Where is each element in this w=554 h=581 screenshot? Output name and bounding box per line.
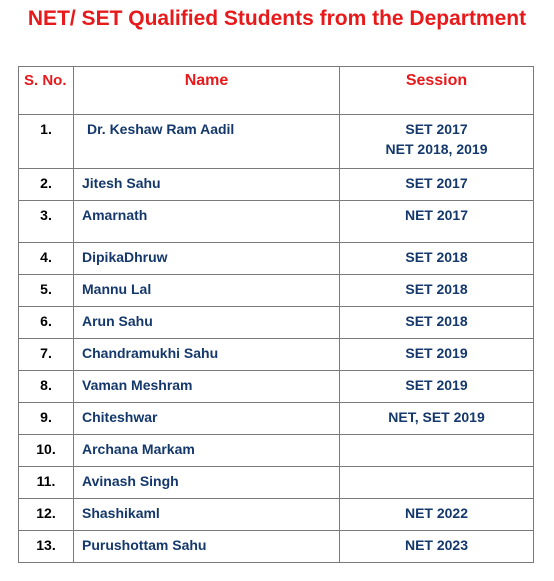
session-text: SET 2019: [405, 345, 468, 361]
student-name: Chiteshwar: [74, 403, 340, 435]
student-name: Vaman Meshram: [74, 371, 340, 403]
session-cell: [340, 339, 534, 371]
session-text: SET 2019: [405, 377, 468, 393]
session-cell: [340, 115, 534, 169]
row-serial-number: 13.: [19, 531, 74, 563]
column-header-sno: S. No.: [19, 67, 74, 115]
row-serial-number: 8.: [19, 371, 74, 403]
session-text: SET 2018: [405, 281, 468, 297]
row-serial-number: 10.: [19, 435, 74, 467]
student-name: Jitesh Sahu: [74, 169, 340, 201]
column-header-name: Name: [74, 67, 340, 115]
session-cell: [340, 243, 534, 275]
row-serial-number: 3.: [19, 201, 74, 243]
session-text: SET 2018: [405, 249, 468, 265]
student-name: Amarnath: [74, 201, 340, 243]
session-cell: [340, 275, 534, 307]
student-name: Shashikaml: [74, 499, 340, 531]
table-row: [19, 499, 534, 531]
student-name: Dr. Keshaw Ram Aadil: [74, 115, 340, 169]
table-row: [19, 531, 534, 563]
student-name: Mannu Lal: [74, 275, 340, 307]
session-text: SET 2017: [405, 175, 468, 191]
table-header-row: [19, 67, 534, 115]
row-serial-number: 6.: [19, 307, 74, 339]
session-cell: [340, 531, 534, 563]
column-header-session: Session: [340, 67, 534, 115]
student-name: Chandramukhi Sahu: [74, 339, 340, 371]
table-row: [19, 169, 534, 201]
session-text: NET 2017: [404, 207, 469, 223]
session-text: SET 2017: [405, 121, 468, 137]
session-cell: [340, 467, 534, 499]
table-row: [19, 115, 534, 169]
row-serial-number: 4.: [19, 243, 74, 275]
row-serial-number: 1.: [19, 115, 74, 169]
row-serial-number: 9.: [19, 403, 74, 435]
student-name: Arun Sahu: [74, 307, 340, 339]
table-row: [19, 371, 534, 403]
student-name: Archana Markam: [74, 435, 340, 467]
table-row: [19, 243, 534, 275]
page-title: NET/ SET Qualified Students from the Department: [27, 7, 527, 30]
session-cell: [340, 169, 534, 201]
row-serial-number: 12.: [19, 499, 74, 531]
session-text: NET, SET 2019: [388, 409, 485, 425]
row-serial-number: 11.: [19, 467, 74, 499]
table-row: [19, 403, 534, 435]
row-serial-number: 7.: [19, 339, 74, 371]
session-text: NET 2022: [404, 505, 469, 521]
table-row: [19, 307, 534, 339]
session-cell: [340, 371, 534, 403]
student-name: DipikaDhruw: [74, 243, 340, 275]
table-row: [19, 435, 534, 467]
row-serial-number: 2.: [19, 169, 74, 201]
row-serial-number: 5.: [19, 275, 74, 307]
session-cell: [340, 307, 534, 339]
student-name: Avinash Singh: [74, 467, 340, 499]
session-cell: [340, 499, 534, 531]
session-cell: [340, 403, 534, 435]
qualified-students-table: [18, 66, 534, 563]
session-text: NET 2018, 2019: [385, 141, 488, 157]
session-cell: [340, 435, 534, 467]
table-row: [19, 339, 534, 371]
session-text: SET 2018: [405, 313, 468, 329]
table-row: [19, 275, 534, 307]
session-text: NET 2023: [404, 537, 469, 553]
session-cell: [340, 201, 534, 243]
student-name: Purushottam Sahu: [74, 531, 340, 563]
table-row: [19, 201, 534, 243]
table-row: [19, 467, 534, 499]
